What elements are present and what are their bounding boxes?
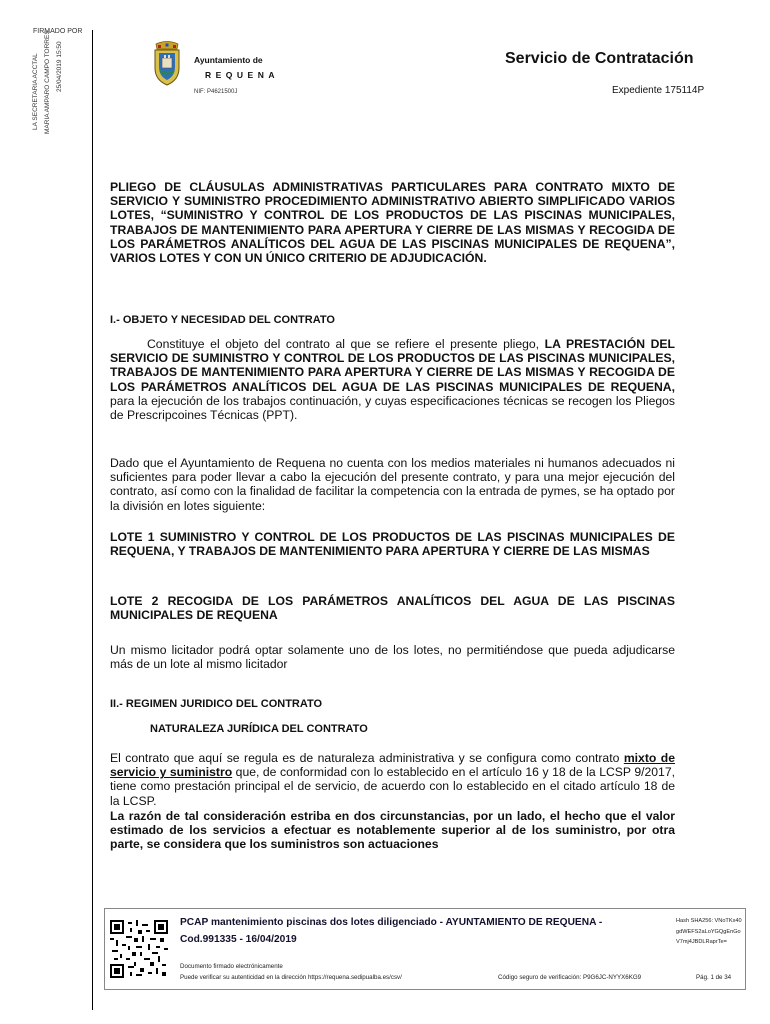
signature-date: 25/04/2019 15:50 <box>56 41 63 92</box>
verify-link[interactable]: Puede verificar su autenticidad en la dirección https://requena.sedipualba.es/csv/ <box>180 974 402 981</box>
sidebar-divider <box>92 30 93 1010</box>
paragraph: Un mismo licitador podrá optar solamente uno de los lotes, no permitiéndose que pueda adjudicarse más de un lote al mismo licitador <box>110 643 675 672</box>
file-number: Expediente 175114P <box>612 85 705 96</box>
signer-role: LA SECRETARIA ACCTAL <box>32 53 39 130</box>
tax-id: NIF: P4621500J <box>194 89 238 95</box>
lot-2-description: LOTE 2 RECOGIDA DE LOS PARÁMETROS ANALÍTICOS DEL AGUA DE LAS PISCINAS MUNICIPALES DE REQUENA <box>110 594 675 623</box>
paragraph <box>110 337 675 422</box>
document-hash: Hash SHA256: VNoTKx40gdWEFS2aLoYGQgEnGoV7mj4JBDLRaprTe= <box>676 918 742 945</box>
lot-1-description: LOTE 1 SUMINISTRO Y CONTROL DE LOS PRODUCTOS DE LAS PISCINAS MUNICIPALES DE REQUENA, Y TRABAJOS DE MANTENIMIENTO PARA APERTURA Y CIERRE DE LAS MISMAS <box>110 530 675 559</box>
signed-by-label: FIRMADO POR <box>33 28 83 35</box>
page-number: Pág. 1 de 34 <box>696 974 732 981</box>
footer-document-title: PCAP mantenimiento piscinas dos lotes diligenciado - AYUNTAMIENTO DE REQUENA - Cod.991335 - 16/04/2019 <box>180 917 603 945</box>
paragraph-text: El contrato que aquí se regula es de naturaleza administrativa y se configura como contrato <box>110 751 624 765</box>
city-name: REQUENA <box>205 70 280 80</box>
qr-code-icon <box>110 920 168 978</box>
paragraph: Dado que el Ayuntamiento de Requena no cuenta con los medios materiales ni humanos adecuados ni suficientes para poder llevar a cabo la ejecución del presente contrato, y para una mejor ejecución del contrato, así como con la finalidad de facilitar la competencia con la entrada de pymes, se ha optado por la división en lotes siguiente: <box>110 456 675 513</box>
department-title: Servicio de Contratación <box>505 50 694 67</box>
paragraph-text: para la ejecución de los trabajos continuación, y cuyas especificaciones técnicas se recogen los Pliegos de Prescripcoines Técnicas (PPT). <box>110 393 675 423</box>
contract-type-text: mixto de servicio y suministro <box>110 751 675 780</box>
subsection-heading: NATURALEZA JURÍDICA DEL CONTRATO <box>150 723 368 735</box>
paragraph-bold-text: LA PRESTACIÓN DEL SERVICIO DE SUMINISTRO Y CONTROL DE LOS PRODUCTOS DE LAS PISCINAS MUNICIPALES, TRABAJOS DE MANTENIMIENTO PARA APERTURA Y CIERRE DE LAS MISMAS Y RECOGIDA DE LOS PARÁMETROS ANALÍTICOS DEL AGUA DE LAS PISCINAS MUNICIPALES DE REQUENA, <box>110 337 675 394</box>
paragraph-text: que, de conformidad con lo establecido en el artículo 16 y 18 de la LCSP 9/2017, tiene como prestación principal el de servicio, de acuerdo con lo establecido en el citado artículo 18 de la LCSP. <box>110 765 675 808</box>
organization-name: Ayuntamiento de <box>194 55 263 65</box>
document-title: PLIEGO DE CLÁUSULAS ADMINISTRATIVAS PARTICULARES PARA CONTRATO MIXTO DE SERVICIO Y SUMINISTRO PROCEDIMIENTO ADMINISTRATIVO ABIERTO SIMPLIFICADO VARIOS LOTES, “SUMINISTRO Y CONTROL DE LOS PRODUCTOS DE LAS PISCINAS MUNICIPALES, TRABAJOS DE MANTENIMIENTO PARA APERTURA Y CIERRE DE LAS MISMAS Y RECOGIDA DE LOS PARÁMETROS ANALÍTICOS DEL AGUA DE LAS PISCINAS MUNICIPALES DE REQUENA”, VARIOS LOTES Y CON UN ÚNICO CRITERIO DE ADJUDICACIÓN. <box>110 180 675 266</box>
signed-notice: Documento firmado electrónicamente <box>180 963 283 970</box>
paragraph: La razón de tal consideración estriba en dos circunstancias, por un lado, el hecho que el valor estimado de los servicios a efectuar es notablemente superior al de los suministro, por otra parte, se considera que los suministros son actuaciones <box>110 809 675 852</box>
section-heading: I.- OBJETO Y NECESIDAD DEL CONTRATO <box>110 314 335 326</box>
section-heading: II.- REGIMEN JURIDICO DEL CONTRATO <box>110 698 323 710</box>
verification-code: Código seguro de verificación: P9G6JC-NYYX6KG9 <box>498 974 642 981</box>
paragraph-text: Constituye el objeto del contrato al que se refiere el presente pliego, <box>147 337 545 351</box>
signer-name: MARIA AMPARO CAMPO TORRES <box>44 30 51 134</box>
paragraph <box>110 751 675 808</box>
coat-of-arms-icon <box>150 40 184 86</box>
